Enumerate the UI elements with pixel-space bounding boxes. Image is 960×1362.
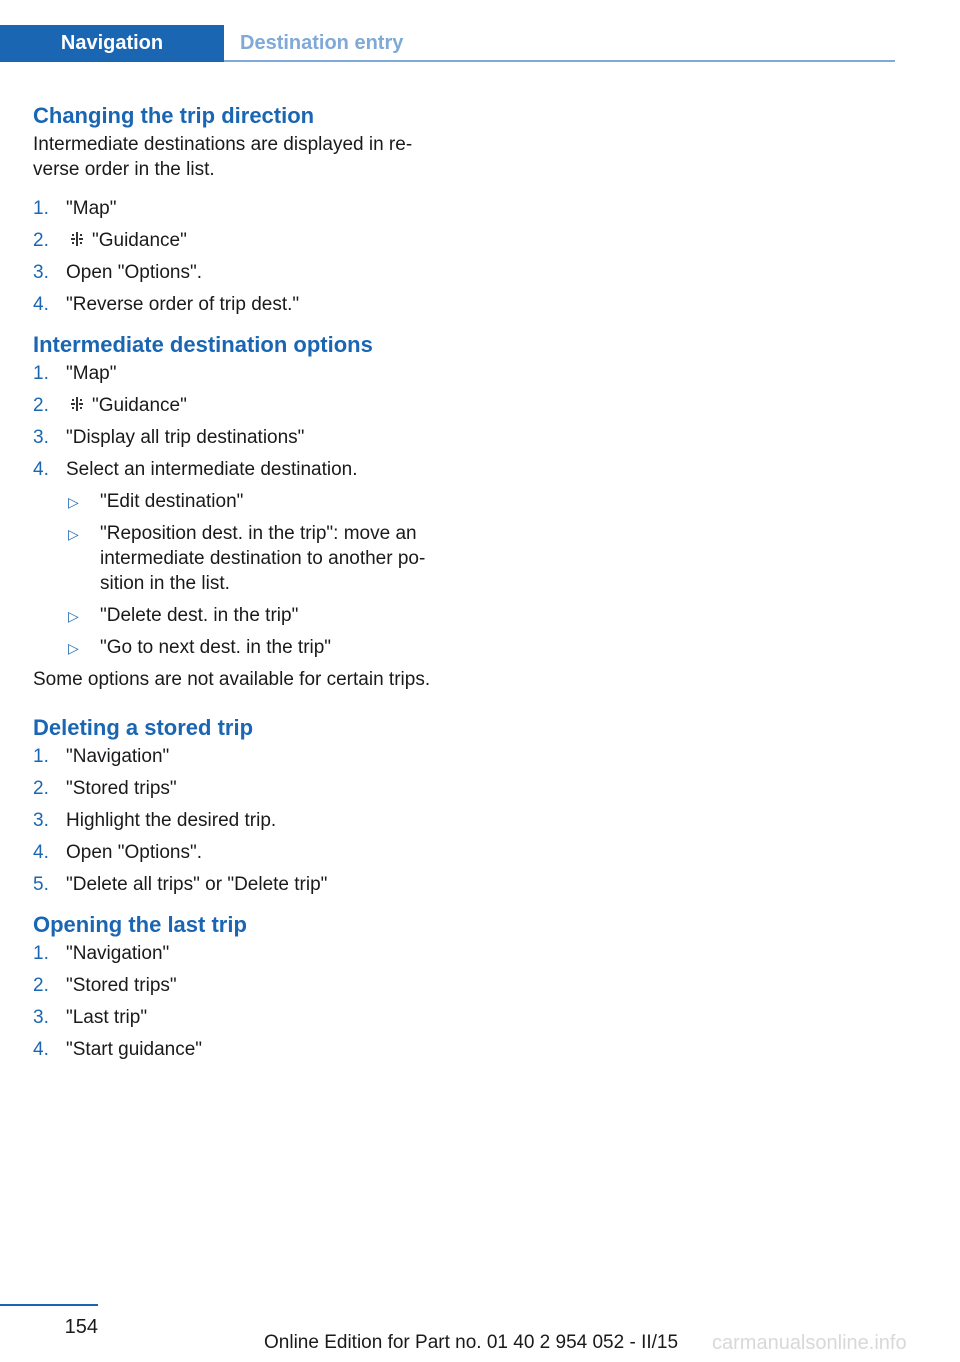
step-number: 2. [33,778,49,799]
steps-delete-stored-trip [33,744,463,897]
list-item [33,941,463,966]
list-item [33,872,463,897]
list-item [33,973,463,998]
sub-item-text: sition in the list. [100,573,230,594]
step-number: 1. [33,363,49,384]
edition-text: Online Edition for Part no. 01 40 2 954 052 - II/15 [264,1332,679,1353]
list-item [33,292,463,317]
step-text: "Delete all trips" or "Delete trip" [66,874,328,895]
steps-open-last-trip [33,941,463,1062]
sub-item-text: "Edit destination" [100,491,244,512]
step-number: 4. [33,459,49,480]
list-item [33,776,463,801]
triangle-bullet-icon: ▷ [68,608,79,624]
list-item [33,1037,463,1062]
triangle-bullet-icon: ▷ [68,640,79,656]
step-number: 3. [33,810,49,831]
step-text: "Map" [66,198,117,219]
sub-options-list [66,489,463,660]
tab-destination-entry[interactable]: Destination entry [240,32,404,54]
step-text: Open "Options". [66,842,203,863]
sub-item-text: intermediate destination to another po‐ [100,548,426,569]
step-number: 1. [33,198,49,219]
step-text: "Guidance" [92,230,187,251]
step-number: 2. [33,975,49,996]
list-item [33,808,463,833]
triangle-bullet-icon: ▷ [68,494,79,510]
step-text: "Last trip" [66,1007,148,1028]
header-divider [224,60,895,62]
options-note: Some options are not available for certain trips. [33,669,431,690]
list-item [33,228,463,253]
list-item [33,196,463,221]
step-text: Open "Options". [66,262,203,283]
step-number: 1. [33,746,49,767]
section-title-trip-direction: Changing the trip direction [33,103,315,128]
step-number: 3. [33,262,49,283]
list-item [33,1005,463,1030]
list-item [33,260,463,285]
navigation-guidance-icon [68,230,86,248]
sub-item-text: "Reposition dest. in the trip": move an [100,523,417,544]
step-number: 4. [33,294,49,315]
list-item [33,840,463,865]
watermark: carmanualsonline.info [712,1332,907,1354]
step-number: 3. [33,1007,49,1028]
section-title-open-last-trip: Opening the last trip [33,912,247,937]
step-number: 2. [33,230,49,251]
step-text: "Start guidance" [66,1039,203,1060]
sub-list-item [66,489,463,514]
step-number: 5. [33,874,49,895]
step-text: "Reverse order of trip dest." [66,294,300,315]
intro-line: Intermediate destinations are displayed in re‐ [33,134,413,155]
intro-line: verse order in the list. [33,159,215,180]
step-text: "Guidance" [92,395,187,416]
steps-intermediate-options [33,361,463,660]
sub-list-item [66,521,463,596]
list-item [33,744,463,769]
list-item [33,457,463,660]
page-header [0,0,895,62]
step-number: 4. [33,1039,49,1060]
section-title-delete-stored-trip: Deleting a stored trip [33,715,254,740]
footer-divider [0,1304,98,1306]
list-item [33,425,463,450]
page-number: 154 [64,1316,98,1338]
step-text: "Map" [66,363,117,384]
triangle-bullet-icon: ▷ [68,526,79,542]
page-content [33,100,463,1069]
step-text: Highlight the desired trip. [66,810,277,831]
sub-item-text: "Go to next dest. in the trip" [100,637,332,658]
step-number: 1. [33,943,49,964]
step-text: "Navigation" [66,746,170,767]
step-number: 4. [33,842,49,863]
step-text: "Display all trip destinations" [66,427,305,448]
sub-list-item [66,603,463,628]
sub-item-text: "Delete dest. in the trip" [100,605,299,626]
step-text: "Stored trips" [66,778,177,799]
steps-trip-direction [33,196,463,317]
step-number: 3. [33,427,49,448]
section-title-intermediate-options: Intermediate destination options [33,332,373,357]
list-item [33,393,463,418]
step-text: "Navigation" [66,943,170,964]
list-item [33,361,463,386]
step-text: "Stored trips" [66,975,177,996]
tab-navigation[interactable]: Navigation [0,25,224,62]
sub-list-item [66,635,463,660]
step-text: Select an intermediate destination. [66,459,358,480]
step-number: 2. [33,395,49,416]
navigation-guidance-icon [68,395,86,413]
